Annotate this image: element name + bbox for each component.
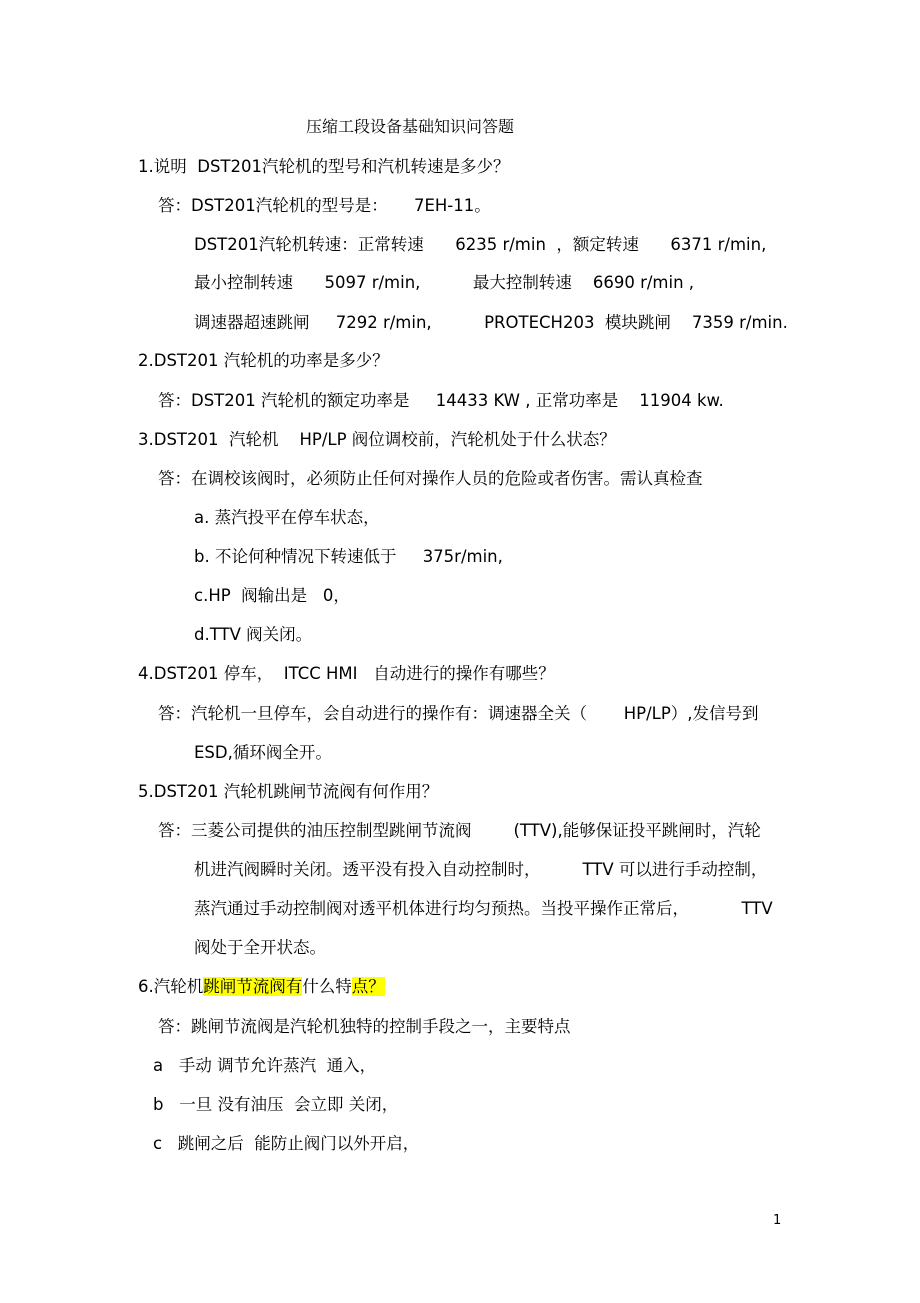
question-4: 4.DST201 停车， ITCC HMI 自动进行的操作有哪些？ xyxy=(138,664,555,683)
answer-6-intro: 答：跳闸节流阀是汽轮机独特的控制手段之一，主要特点 xyxy=(158,1017,571,1036)
answer-3-item-b: b. 不论何种情况下转速低于 375r/min, xyxy=(194,547,503,566)
question-6-part-c: 什么特 xyxy=(302,977,352,996)
question-3: 3.DST201 汽轮机 HP/LP 阀位调校前，汽轮机处于什么状态？ xyxy=(138,430,616,449)
answer-6-item-c: c 跳闸之后 能防止阀门以外开启， xyxy=(153,1134,420,1153)
answer-5-line-3: 蒸汽通过手动控制阀对透平机体进行均匀预热。当投平操作正常后， TTV xyxy=(194,899,773,918)
answer-6-item-a: a 手动 调节允许蒸汽 通入， xyxy=(153,1056,377,1075)
answer-3-intro: 答：在调校该阀时，必须防止任何对操作人员的危险或者伤害。需认真检查 xyxy=(158,469,703,488)
answer-3-item-a: a. 蒸汽投平在停车状态， xyxy=(194,508,380,527)
question-6 xyxy=(138,976,385,998)
page-number: 1 xyxy=(773,1213,782,1228)
answer-3-item-d: d.TTV 阀关闭。 xyxy=(194,625,313,644)
answer-1-line-3: 最小控制转速 5097 r/min, 最大控制转速 6690 r/min , xyxy=(194,273,695,292)
answer-5-line-2: 机进汽阀瞬时关闭。透平没有投入自动控制时， TTV 可以进行手动控制， xyxy=(194,860,768,879)
answer-6-item-b: b 一旦 没有油压 会立即 关闭， xyxy=(153,1095,399,1114)
question-6-part-a: 6.汽轮机 xyxy=(138,977,204,996)
answer-4-line-2: ESD,循环阀全开。 xyxy=(194,743,332,762)
answer-5-line-1: 答：三菱公司提供的油压控制型跳闸节流阀 (TTV),能够保证投平跳闸时，汽轮 xyxy=(158,821,761,840)
highlighted-text: 点？ xyxy=(351,977,385,996)
document-title: 压缩工段设备基础知识问答题 xyxy=(306,117,515,136)
question-5: 5.DST201 汽轮机跳闸节流阀有何作用？ xyxy=(138,782,439,801)
answer-1-line-1: 答：DST201汽轮机的型号是： 7EH-11。 xyxy=(158,196,491,215)
answer-1-line-4: 调速器超速跳闸 7292 r/min, PROTECH203 模块跳闸 7359 r/min. xyxy=(194,313,788,332)
answer-1-line-2: DST201汽轮机转速：正常转速 6235 r/min ，额定转速 6371 r/min, xyxy=(194,235,767,254)
answer-3-item-c: c.HP 阀输出是 0， xyxy=(194,586,350,605)
answer-2: 答：DST201 汽轮机的额定功率是 14433 KW , 正常功率是 11904 kw. xyxy=(158,391,724,410)
highlighted-text: 跳闸节流阀有 xyxy=(203,977,303,996)
question-2: 2.DST201 汽轮机的功率是多少？ xyxy=(138,351,389,370)
question-1: 1.说明 DST201汽轮机的型号和汽机转速是多少？ xyxy=(138,157,510,176)
answer-4-line-1: 答：汽轮机一旦停车，会自动进行的操作有：调速器全关（ HP/LP）,发信号到 xyxy=(158,704,759,723)
answer-5-line-4: 阀处于全开状态。 xyxy=(194,938,326,957)
